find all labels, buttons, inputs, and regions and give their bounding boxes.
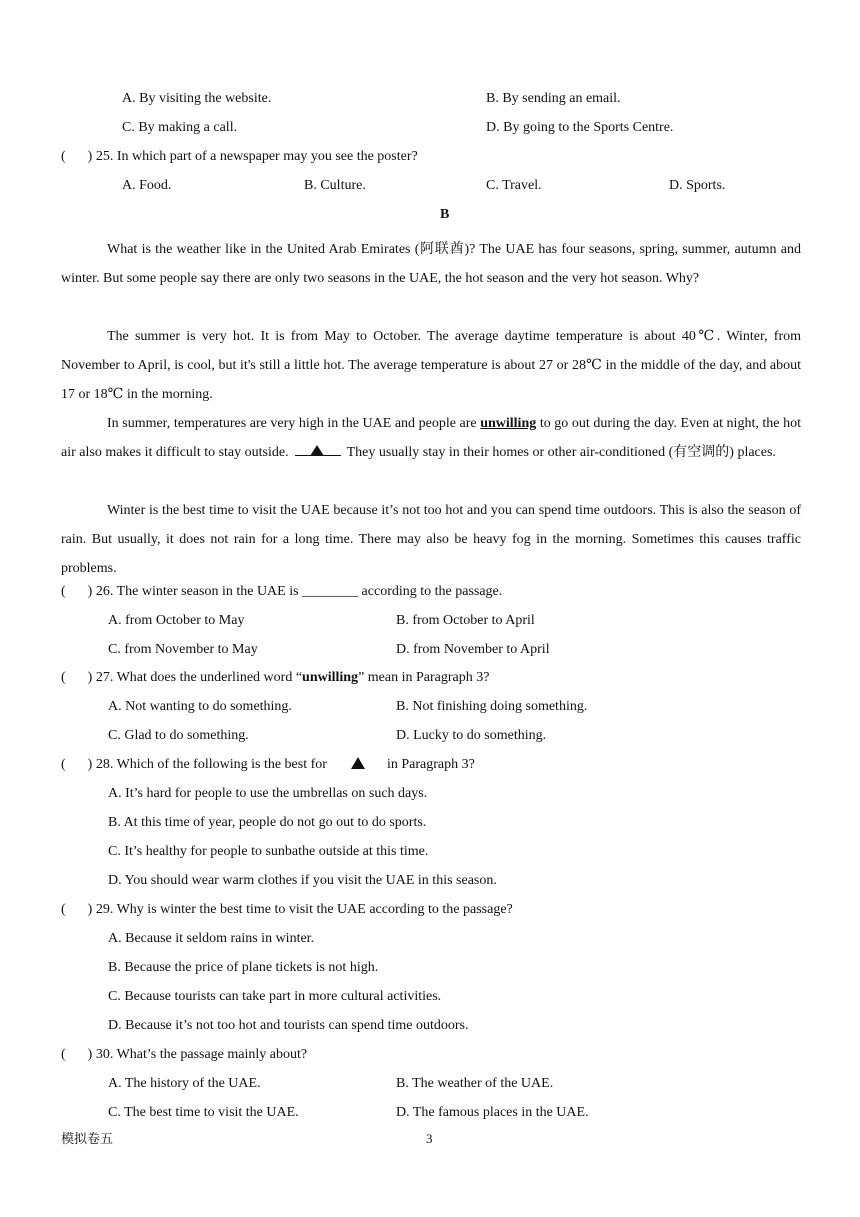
triangle-blank-icon <box>295 443 341 456</box>
q29-option-c: C. Because tourists can take part in more cultural activities. <box>108 989 442 1004</box>
question-text-before: 28. Which of the following is the best for <box>95 757 327 772</box>
question-text: 30. What’s the passage mainly about? <box>95 1047 308 1062</box>
p3-text-before: In summer, temperatures are very high in the UAE and people are <box>107 416 481 431</box>
question-text-after: in Paragraph 3? <box>386 757 475 772</box>
page-number: 3 <box>426 1131 433 1146</box>
question-keyword: unwilling <box>302 670 359 685</box>
q30-option-b: B. The weather of the UAE. <box>396 1076 554 1091</box>
passage-paragraph-1: What is the weather like in the United Arab Emirates (阿联酋)? The UAE has four seasons, spring, summer, autumn and winter. But some people say there are only two seasons in the UAE, the hot season and the very hot season. Why? <box>61 242 801 286</box>
footer-title: 模拟卷五 <box>61 1131 114 1146</box>
q28-option-c: C. It’s healthy for people to sunbathe outside at this time. <box>108 844 429 859</box>
triangle-icon <box>351 757 365 769</box>
question-text-after: ” mean in Paragraph 3? <box>358 670 490 685</box>
q27-option-a: A. Not wanting to do something. <box>108 699 292 714</box>
q27-option-c: C. Glad to do something. <box>108 728 249 743</box>
section-label: B <box>440 207 450 222</box>
q24-option-d: D. By going to the Sports Centre. <box>486 120 674 135</box>
question-text: 26. The winter season in the UAE is ________ according to the passage. <box>95 584 503 599</box>
p3-text-after: They usually stay in their homes or other air-conditioned (有空调的) places. <box>346 445 776 460</box>
q26-option-d: D. from November to April <box>396 642 550 657</box>
passage-paragraph-2: The summer is very hot. It is from May to October. The average daytime temperature is about 40℃. Winter, from November to April, is cool, but it's still a little hot. The average temperature is about 27 or 28℃ in the middle of the day, and about 17 or 18℃ in the morning. <box>61 329 801 402</box>
q27-option-d: D. Lucky to do something. <box>396 728 547 743</box>
answer-paren-open: ( <box>61 149 66 164</box>
answer-paren-open: ( <box>61 1047 66 1062</box>
question-30 <box>61 1046 307 1064</box>
q24-option-b: B. By sending an email. <box>486 91 621 106</box>
answer-paren-close: ) <box>87 149 93 164</box>
answer-paren-open: ( <box>61 902 66 917</box>
q30-option-a: A. The history of the UAE. <box>108 1076 261 1091</box>
q26-option-c: C. from November to May <box>108 642 258 657</box>
answer-paren-close: ) <box>87 1047 93 1062</box>
question-27 <box>61 669 489 687</box>
q25-option-c: C. Travel. <box>486 178 542 193</box>
passage-paragraph-4: Winter is the best time to visit the UAE because it’s not too hot and you can spend time outdoors. This is also the season of rain. But usually, it does not rain for a long time. There may also be heavy fog in the morning. Sometimes this causes traffic problems. <box>61 503 801 576</box>
question-text-before: 27. What does the underlined word “ <box>95 670 303 685</box>
p3-text-mid: to go out during the day. Even at night, the hot air also makes it difficult to stay outside. <box>61 416 801 460</box>
passage-paragraph-3 <box>61 409 801 467</box>
q26-option-b: B. from October to April <box>396 613 535 628</box>
q25-option-b: B. Culture. <box>304 178 366 193</box>
q28-option-d: D. You should wear warm clothes if you visit the UAE in this season. <box>108 873 497 888</box>
q29-option-a: A. Because it seldom rains in winter. <box>108 931 315 946</box>
question-28 <box>61 756 475 774</box>
answer-paren-open: ( <box>61 757 66 772</box>
answer-paren-open: ( <box>61 670 66 685</box>
answer-paren-close: ) <box>87 670 93 685</box>
q29-option-d: D. Because it’s not too hot and tourists can spend time outdoors. <box>108 1018 469 1033</box>
question-text: 25. In which part of a newspaper may you see the poster? <box>95 149 418 164</box>
answer-paren-open: ( <box>61 584 66 599</box>
question-29 <box>61 901 513 919</box>
answer-paren-close: ) <box>87 757 93 772</box>
q29-option-b: B. Because the price of plane tickets is not high. <box>108 960 379 975</box>
q25-option-a: A. Food. <box>122 178 172 193</box>
q28-option-b: B. At this time of year, people do not go out to do sports. <box>108 815 427 830</box>
answer-paren-close: ) <box>87 902 93 917</box>
question-26 <box>61 583 502 601</box>
underlined-word: unwilling <box>480 416 537 431</box>
answer-paren-close: ) <box>87 584 93 599</box>
question-25 <box>61 148 418 166</box>
q24-option-c: C. By making a call. <box>122 120 238 135</box>
q30-option-d: D. The famous places in the UAE. <box>396 1105 589 1120</box>
q24-option-a: A. By visiting the website. <box>122 91 272 106</box>
question-text: 29. Why is winter the best time to visit the UAE according to the passage? <box>95 902 513 917</box>
q26-option-a: A. from October to May <box>108 613 245 628</box>
q27-option-b: B. Not finishing doing something. <box>396 699 588 714</box>
q30-option-c: C. The best time to visit the UAE. <box>108 1105 299 1120</box>
q25-option-d: D. Sports. <box>669 178 726 193</box>
q28-option-a: A. It’s hard for people to use the umbrellas on such days. <box>108 786 428 801</box>
